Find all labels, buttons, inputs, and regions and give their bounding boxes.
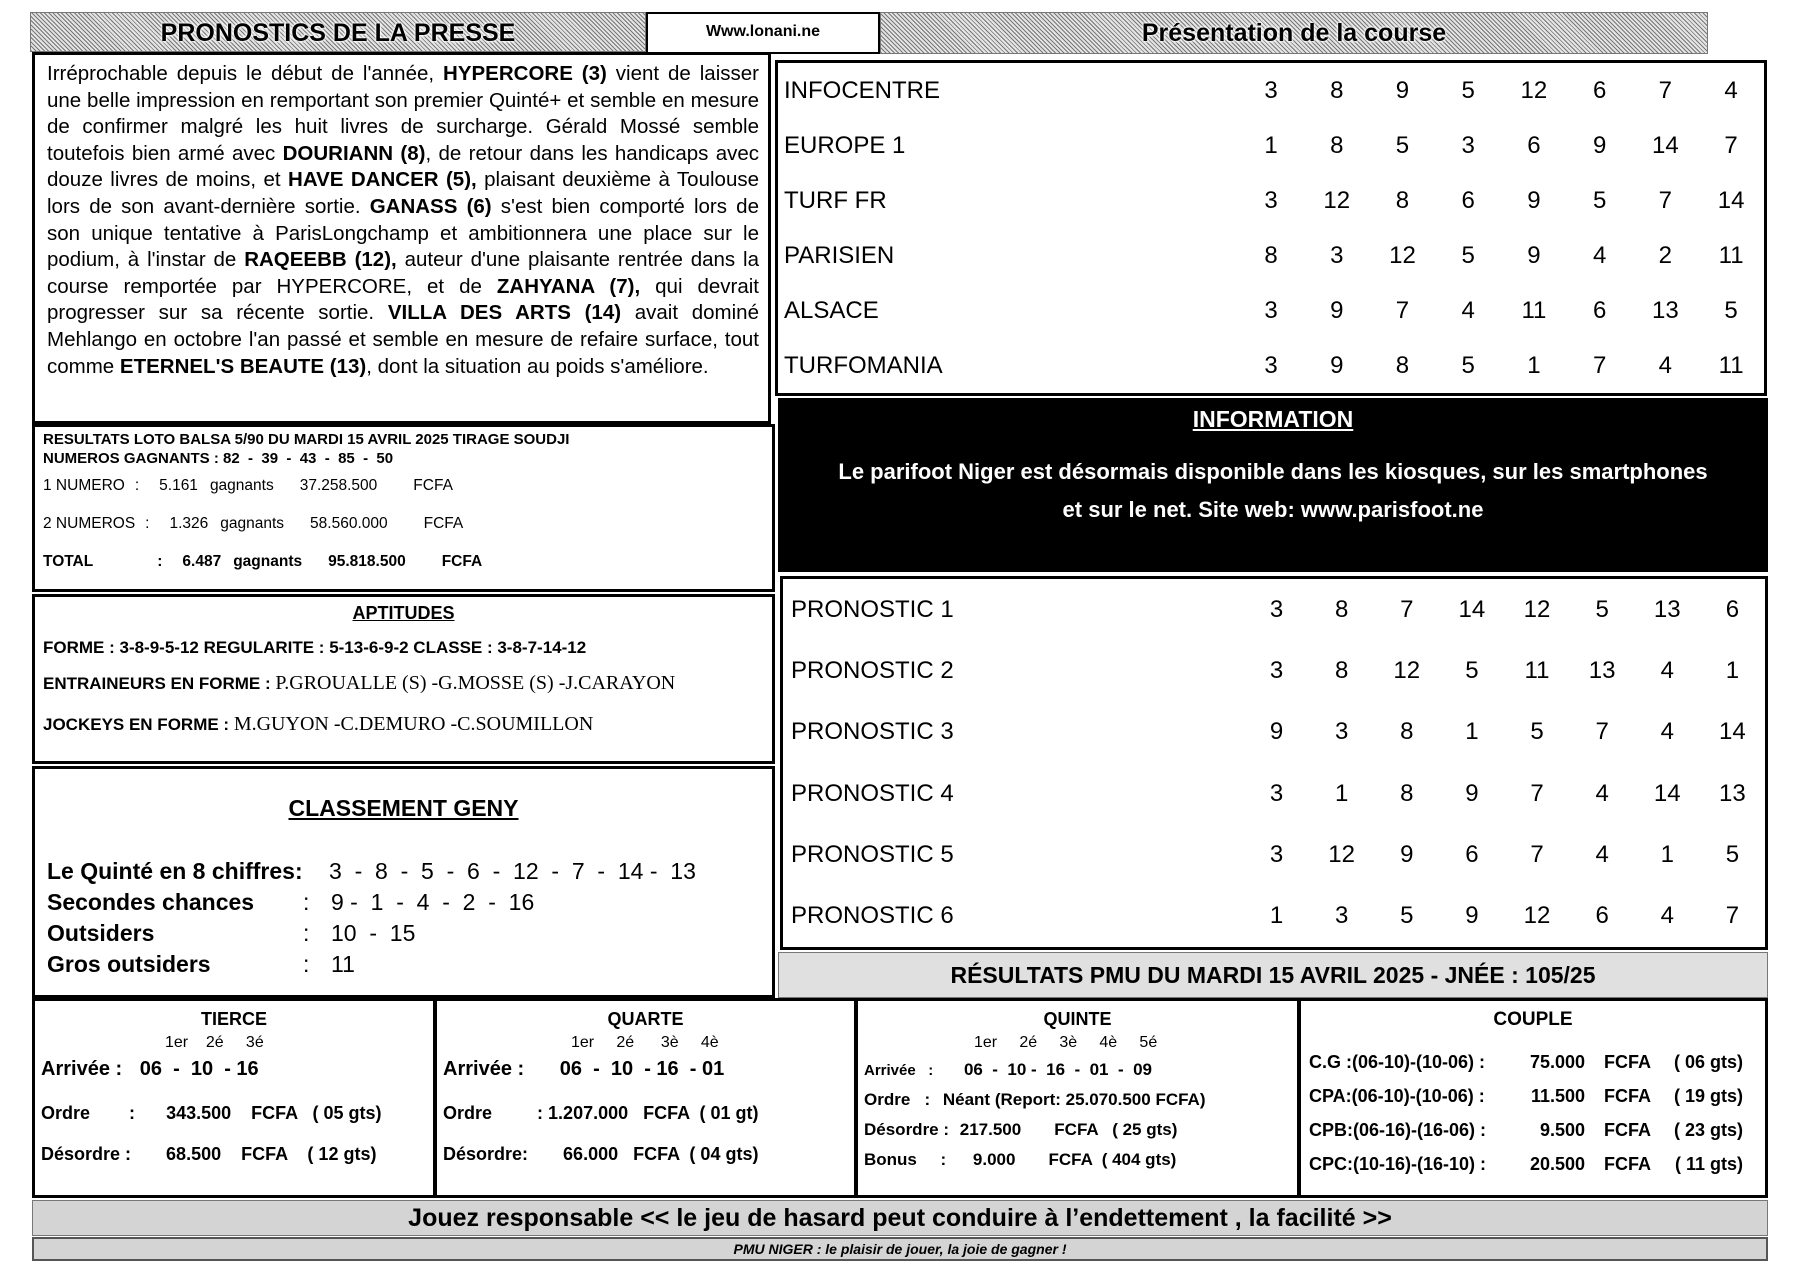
presse-row	[778, 173, 1764, 228]
pronostics-number: 4	[1660, 718, 1674, 746]
presse-number: 6	[1527, 131, 1541, 159]
presse-number: 3	[1461, 131, 1475, 159]
presse-number: 8	[1395, 186, 1410, 214]
presse-number: 5	[1724, 296, 1738, 324]
pronostics-row	[783, 640, 1765, 701]
footer-tagline-bar	[32, 1237, 1768, 1261]
presse-number: 5	[1461, 351, 1475, 379]
presse-number: 2	[1658, 241, 1673, 269]
couple-row	[1309, 1147, 1757, 1181]
presse-number: 3	[1264, 76, 1278, 104]
quinte-bonus	[864, 1150, 1291, 1170]
aptitudes-jockeys	[43, 713, 764, 736]
presse-number: 12	[1389, 241, 1416, 269]
geny-row	[47, 856, 760, 887]
aptitudes-box	[32, 594, 775, 764]
presse-number: 3	[1264, 296, 1278, 324]
couple-label: CPA:(06-10)-(10-06) :	[1309, 1086, 1485, 1106]
press-text: Irréprochable depuis le début de l'année,	[47, 62, 444, 85]
loto-numbers	[43, 450, 764, 467]
pronostics-number: 3	[1334, 718, 1349, 746]
presse-number: 12	[1520, 76, 1548, 104]
quarte-desordre-label: Désordre:	[443, 1144, 529, 1164]
tierce-box	[32, 998, 436, 1198]
tierce-ordre-sep: :	[129, 1103, 136, 1123]
pronostics-number: 5	[1725, 840, 1740, 868]
press-horse-name: ZAHYANA (7),	[496, 274, 641, 298]
presse-number: 8	[1330, 131, 1344, 159]
quarte-arrivee	[443, 1058, 848, 1081]
pronostics-number: 7	[1725, 902, 1740, 930]
presse-number: 13	[1651, 296, 1679, 324]
header-left-title-text: PRONOSTICS DE LA PRESSE	[160, 19, 516, 47]
loto-word: gagnants	[233, 553, 303, 570]
presse-name: TURFOMANIA	[784, 351, 943, 379]
press-horse-name: DOURIANN (8)	[282, 141, 426, 165]
presse-number: 7	[1724, 131, 1738, 159]
pronostics-number: 13	[1588, 656, 1616, 684]
geny-value: 3 - 8 - 5 - 6 - 12 - 7 - 14 - 13	[329, 858, 696, 884]
presse-number: 6	[1592, 76, 1607, 104]
pronostics-number: 8	[1334, 656, 1349, 684]
pronostics-number: 11	[1524, 656, 1550, 684]
presse-number: 8	[1264, 241, 1278, 269]
pronostics-number: 5	[1530, 718, 1544, 746]
entraineurs-label: ENTRAINEURS EN FORME :	[43, 674, 271, 693]
presse-number: 9	[1592, 131, 1607, 159]
couple-row	[1309, 1113, 1757, 1147]
presse-number: 6	[1592, 296, 1607, 324]
presse-number: 9	[1527, 186, 1541, 214]
couple-cur: FCFA	[1604, 1120, 1651, 1140]
presse-number: 5	[1461, 76, 1475, 104]
presse-number: 1	[1527, 351, 1541, 379]
pronostics-number: 7	[1530, 840, 1544, 868]
loto-sep: :	[134, 477, 140, 494]
quinte-bonus-value: 9.000 FCFA ( 404 gts)	[972, 1150, 1177, 1169]
header-right-title	[880, 12, 1708, 54]
press-horse-name: ETERNEL'S BEAUTE (13)	[119, 354, 367, 378]
quinte-arrivee	[864, 1060, 1291, 1080]
loto-row	[43, 467, 764, 505]
pronostics-number: 3	[1269, 595, 1284, 623]
quinte-arrivee-value: 06 - 10 - 16 - 01 - 09	[963, 1060, 1152, 1079]
pronostics-number: 8	[1400, 779, 1414, 807]
pronostics-number: 1	[1660, 840, 1674, 868]
pronostics-number: 8	[1334, 595, 1349, 623]
presse-row	[778, 283, 1764, 338]
entraineurs-value: P.GROUALLE (S) -G.MOSSE (S) -J.CARAYON	[275, 672, 676, 694]
couple-label: CPB:(06-16)-(16-06) :	[1309, 1120, 1487, 1140]
pronostics-number: 4	[1595, 779, 1609, 807]
quarte-desordre	[443, 1144, 848, 1165]
quinte-box	[855, 998, 1300, 1198]
quinte-title: QUINTE	[1043, 1009, 1112, 1029]
aptitudes-entraineurs	[43, 672, 764, 695]
quinte-desordre-value: 217.500 FCFA ( 25 gts)	[959, 1120, 1178, 1139]
tierce-desordre-label: Désordre :	[41, 1144, 132, 1164]
pronostics-number: 13	[1653, 595, 1681, 623]
quinte-ordre-label: Ordre :	[864, 1090, 931, 1109]
press-text: , dont la situation au poids s'améliore.	[366, 354, 709, 378]
loto-label: 2 NUMEROS	[43, 515, 136, 532]
loto-cur: FCFA	[413, 477, 453, 494]
press-horse-name: HAVE DANCER (5),	[288, 168, 477, 192]
geny-label: Outsiders	[47, 920, 155, 946]
presse-name: TURF FR	[784, 186, 887, 214]
pronostics-number: 12	[1393, 656, 1421, 684]
presse-number: 1	[1264, 131, 1278, 159]
tierce-desordre-value: 68.500 FCFA ( 12 gts)	[166, 1144, 377, 1164]
tierce-arrivee-label: Arrivée :	[41, 1058, 123, 1080]
quarte-arrivee-label: Arrivée :	[443, 1058, 525, 1080]
tierce-ranks: 1er 2é 3é	[165, 1034, 264, 1051]
couple-amount: 11.500	[1530, 1086, 1585, 1106]
pronostics-number: 14	[1458, 595, 1486, 623]
presse-row	[778, 338, 1764, 393]
quinte-ranks: 1er 2é 3è 4è 5é	[974, 1034, 1158, 1051]
presse-number: 14	[1651, 131, 1679, 159]
loto-count: 5.161	[159, 477, 198, 494]
loto-numbers-label: NUMEROS GAGNANTS :	[43, 450, 219, 467]
information-title: INFORMATION	[1192, 406, 1354, 432]
loto-word: gagnants	[220, 515, 285, 532]
pronostics-number: 6	[1725, 595, 1740, 623]
aptitudes-title: APTITUDES	[352, 603, 455, 623]
resultats-title: RÉSULTATS PMU DU MARDI 15 AVRIL 2025 - JNÉE : 105/25	[950, 962, 1596, 988]
press-horse-name: GANASS (6)	[369, 194, 492, 218]
couple-row	[1309, 1045, 1757, 1079]
pronostics-row	[783, 579, 1765, 640]
couple-gts: ( 11 gts)	[1674, 1154, 1743, 1174]
pronostics-number: 12	[1523, 595, 1551, 623]
couple-box	[1298, 998, 1768, 1198]
pronostics-number: 5	[1465, 656, 1479, 684]
loto-cur: FCFA	[441, 553, 483, 570]
presse-number: 5	[1395, 131, 1410, 159]
presse-number: 3	[1264, 186, 1278, 214]
tierce-arrivee	[41, 1058, 427, 1081]
presse-number: 4	[1461, 296, 1475, 324]
header-right-title-text: Présentation de la course	[1141, 19, 1447, 47]
tierce-title: TIERCE	[200, 1009, 267, 1029]
presse-name: PARISIEN	[784, 241, 895, 269]
site-box[interactable]	[646, 12, 880, 54]
press-text: avait dominé Mehlango en octobre l'an passé et semble en mesure de refaire surface, tout comme	[47, 301, 759, 378]
quarte-box	[434, 998, 857, 1198]
press-commentary	[32, 52, 771, 424]
press-horse-name: VILLA DES ARTS (14)	[387, 301, 622, 325]
pronostics-number: 12	[1523, 902, 1551, 930]
press-predictions-table	[775, 60, 1767, 396]
press-text: vient de laisser une belle impression en remportant son premier Quinté+ et semble en mesure de confirmer malgré les huit livres de surcharge. Gérald Mossé semble toutefois bien armé avec	[47, 62, 759, 165]
loto-results	[32, 424, 775, 592]
couple-label: CPC:(10-16)-(16-10) :	[1309, 1154, 1487, 1174]
quinte-bonus-label: Bonus :	[864, 1150, 947, 1169]
presse-name: EUROPE 1	[784, 131, 906, 159]
pronostics-number: 1	[1465, 718, 1479, 746]
pronostics-number: 7	[1595, 718, 1609, 746]
couple-cur: FCFA	[1604, 1086, 1651, 1106]
press-text: , de retour dans les handicaps avec douze livres de moins, et	[47, 141, 760, 192]
jockeys-label: JOCKEYS EN FORME :	[43, 715, 230, 734]
presse-number: 7	[1658, 186, 1673, 214]
loto-label: TOTAL	[43, 553, 94, 570]
header-left-title	[30, 12, 646, 52]
pronostics-name: PRONOSTIC 1	[791, 595, 954, 623]
presse-number: 4	[1724, 76, 1738, 104]
pronostics-row	[783, 763, 1765, 824]
loto-sep: :	[145, 515, 150, 532]
loto-row	[43, 505, 764, 543]
geny-row	[47, 918, 760, 949]
couple-cur: FCFA	[1604, 1052, 1651, 1072]
classement-geny	[32, 766, 775, 998]
pronostics-number: 14	[1653, 779, 1681, 807]
presse-number: 9	[1330, 351, 1344, 379]
couple-amount: 9.500	[1539, 1120, 1585, 1140]
presse-number: 7	[1658, 76, 1673, 104]
information-line1: Le parifoot Niger est désormais disponible dans les kiosques, sur les smartphones	[838, 459, 1708, 484]
pronostics-number: 3	[1334, 902, 1349, 930]
presse-number: 7	[1592, 351, 1607, 379]
press-text: auteur d'une plaisante rentrée dans la course remportée par HYPERCORE, et de	[47, 248, 759, 298]
loto-sep: :	[157, 553, 163, 570]
tierce-ordre-label: Ordre	[41, 1103, 91, 1123]
presse-number: 5	[1592, 186, 1607, 214]
quinte-desordre-label: Désordre :	[864, 1120, 950, 1139]
couple-gts: ( 23 gts)	[1673, 1120, 1743, 1140]
tierce-ordre	[41, 1103, 427, 1124]
pronostics-row	[783, 824, 1765, 885]
press-text: plaisant deuxième à Toulouse lors de son avant-dernière sortie.	[47, 168, 759, 218]
quarte-ranks: 1er 2é 3è 4è	[571, 1034, 719, 1051]
pronostics-number: 9	[1400, 840, 1414, 868]
presse-number: 11	[1718, 351, 1744, 379]
pronostics-number: 4	[1660, 902, 1674, 930]
pronostics-number: 1	[1269, 902, 1284, 930]
quarte-title: QUARTE	[607, 1009, 684, 1029]
loto-amount: 37.258.500	[299, 477, 378, 494]
pronostics-row	[783, 702, 1765, 763]
pronostics-number: 3	[1269, 656, 1284, 684]
loto-count: 6.487	[182, 553, 222, 570]
presse-number: 12	[1323, 186, 1351, 214]
presse-name: ALSACE	[784, 296, 879, 324]
presse-number: 8	[1395, 351, 1410, 379]
quinte-ordre	[864, 1090, 1291, 1110]
presse-number: 11	[1521, 296, 1547, 324]
press-horse-name: HYPERCORE (3)	[443, 62, 607, 85]
press-text: qui devrait progresser sur sa récente sortie.	[47, 274, 759, 325]
presse-number: 7	[1395, 296, 1410, 324]
pronostics-number: 7	[1400, 595, 1414, 623]
quarte-arrivee-value: 06 - 10 - 16 - 01	[559, 1058, 725, 1080]
geny-value: 11	[331, 951, 355, 977]
presse-number: 9	[1395, 76, 1410, 104]
aptitudes-forme: FORME : 3-8-9-5-12 REGULARITE : 5-13-6-9-2 CLASSE : 3-8-7-14-12	[43, 638, 587, 657]
geny-value: 10 - 15	[331, 920, 416, 946]
couple-label: C.G :(06-10)-(10-06) :	[1309, 1052, 1486, 1072]
geny-value: 9 - 1 - 4 - 2 - 16	[331, 889, 535, 915]
presse-number: 9	[1330, 296, 1344, 324]
presse-name: INFOCENTRE	[784, 76, 940, 104]
pronostics-number: 1	[1334, 779, 1349, 807]
footer-tagline: PMU NIGER : le plaisir de jouer, la joie de gagner !	[733, 1241, 1067, 1257]
information-box	[778, 398, 1768, 572]
presse-number: 3	[1264, 351, 1278, 379]
quarte-ordre-value: : 1.207.000 FCFA ( 01 gt)	[537, 1103, 759, 1123]
footer-slogan-bar	[32, 1200, 1768, 1236]
geny-title: CLASSEMENT GENY	[288, 795, 519, 821]
quarte-desordre-value: 66.000 FCFA ( 04 gts)	[563, 1144, 759, 1164]
pronostics-number: 4	[1595, 840, 1609, 868]
quinte-desordre	[864, 1120, 1291, 1140]
pronostics-number: 3	[1269, 779, 1284, 807]
presse-number: 11	[1718, 241, 1744, 269]
information-line2: et sur le net. Site web: www.parisfoot.ne	[1062, 497, 1484, 522]
geny-label: Le Quinté en 8 chiffres:	[47, 858, 303, 884]
pronostics-name: PRONOSTIC 2	[791, 656, 954, 684]
resultats-title-bar	[778, 952, 1768, 998]
pronostics-name: PRONOSTIC 6	[791, 902, 954, 930]
couple-amount: 20.500	[1529, 1154, 1585, 1174]
geny-row	[47, 949, 760, 980]
pronostics-number: 9	[1269, 718, 1284, 746]
couple-cur: FCFA	[1604, 1154, 1651, 1174]
couple-title: COUPLE	[1493, 1009, 1573, 1030]
geny-row	[47, 887, 760, 918]
quinte-arrivee-label: Arrivée :	[864, 1062, 934, 1079]
quarte-ordre	[443, 1103, 848, 1124]
pronostics-number: 3	[1269, 840, 1284, 868]
pronostics-row	[783, 886, 1765, 947]
geny-sep: :	[303, 920, 310, 946]
pronostics-table	[780, 576, 1768, 950]
pronostics-number: 6	[1465, 840, 1479, 868]
pronostics-number: 5	[1595, 595, 1609, 623]
site-link[interactable]: Www.lonani.ne	[705, 23, 821, 40]
press-text: s'est bien comporté lors de son unique tentative à ParisLongchamp et ambitionnera une place sur le podium, à l'instar de	[47, 194, 759, 272]
presse-row	[778, 63, 1764, 118]
loto-count: 1.326	[169, 515, 209, 532]
pronostics-number: 13	[1719, 779, 1746, 807]
pronostics-name: PRONOSTIC 4	[791, 779, 954, 807]
couple-gts: ( 06 gts)	[1673, 1052, 1743, 1072]
pronostics-number: 9	[1465, 779, 1479, 807]
presse-number: 5	[1461, 241, 1475, 269]
geny-sep: :	[303, 951, 310, 977]
presse-number: 14	[1717, 186, 1745, 214]
couple-row	[1309, 1079, 1757, 1113]
footer-slogan: Jouez responsable << le jeu de hasard peut conduire à l’endettement , la facilité >>	[408, 1204, 1392, 1232]
pronostics-name: PRONOSTIC 3	[791, 718, 954, 746]
presse-row	[778, 118, 1764, 173]
presse-number: 4	[1592, 241, 1607, 269]
jockeys-value: M.GUYON -C.DEMURO -C.SOUMILLON	[233, 713, 594, 735]
pronostics-number: 12	[1328, 840, 1355, 868]
geny-label: Gros outsiders	[47, 951, 211, 977]
pronostics-number: 6	[1595, 902, 1609, 930]
presse-number: 9	[1527, 241, 1541, 269]
loto-numbers-value: 82 - 39 - 43 - 85 - 50	[223, 450, 394, 467]
press-horse-name: RAQEEBB (12),	[244, 248, 397, 272]
presse-number: 3	[1330, 241, 1344, 269]
pronostics-number: 4	[1660, 656, 1674, 684]
loto-amount: 58.560.000	[310, 515, 388, 532]
loto-cur: FCFA	[423, 515, 464, 532]
loto-label: 1 NUMERO	[43, 477, 125, 494]
tierce-arrivee-value: 06 - 10 - 16	[139, 1058, 259, 1080]
quinte-ordre-value: Néant (Report: 25.070.500 FCFA)	[942, 1090, 1206, 1109]
geny-label: Secondes chances	[47, 889, 255, 915]
pronostics-number: 14	[1719, 718, 1746, 746]
presse-number: 8	[1330, 76, 1344, 104]
pronostics-number: 1	[1725, 656, 1740, 684]
couple-gts: ( 19 gts)	[1673, 1086, 1743, 1106]
pronostics-number: 7	[1530, 779, 1544, 807]
pronostics-name: PRONOSTIC 5	[791, 840, 954, 868]
tierce-desordre	[41, 1144, 427, 1165]
loto-title: RESULTATS LOTO BALSA 5/90 DU MARDI 15 AVRIL 2025 TIRAGE SOUDJI	[43, 431, 570, 448]
loto-word: gagnants	[209, 477, 274, 494]
tierce-ordre-value: 343.500 FCFA ( 05 gts)	[166, 1103, 382, 1123]
loto-amount: 95.818.500	[328, 553, 406, 570]
presse-row	[778, 228, 1764, 283]
loto-total-row	[43, 543, 764, 581]
pronostics-number: 5	[1400, 902, 1414, 930]
quarte-ordre-label: Ordre	[443, 1103, 493, 1123]
pronostics-number: 8	[1400, 718, 1414, 746]
couple-amount: 75.000	[1529, 1052, 1585, 1072]
geny-sep: :	[303, 889, 310, 915]
presse-number: 4	[1658, 351, 1673, 379]
pronostics-number: 9	[1465, 902, 1479, 930]
presse-number: 6	[1461, 186, 1475, 214]
